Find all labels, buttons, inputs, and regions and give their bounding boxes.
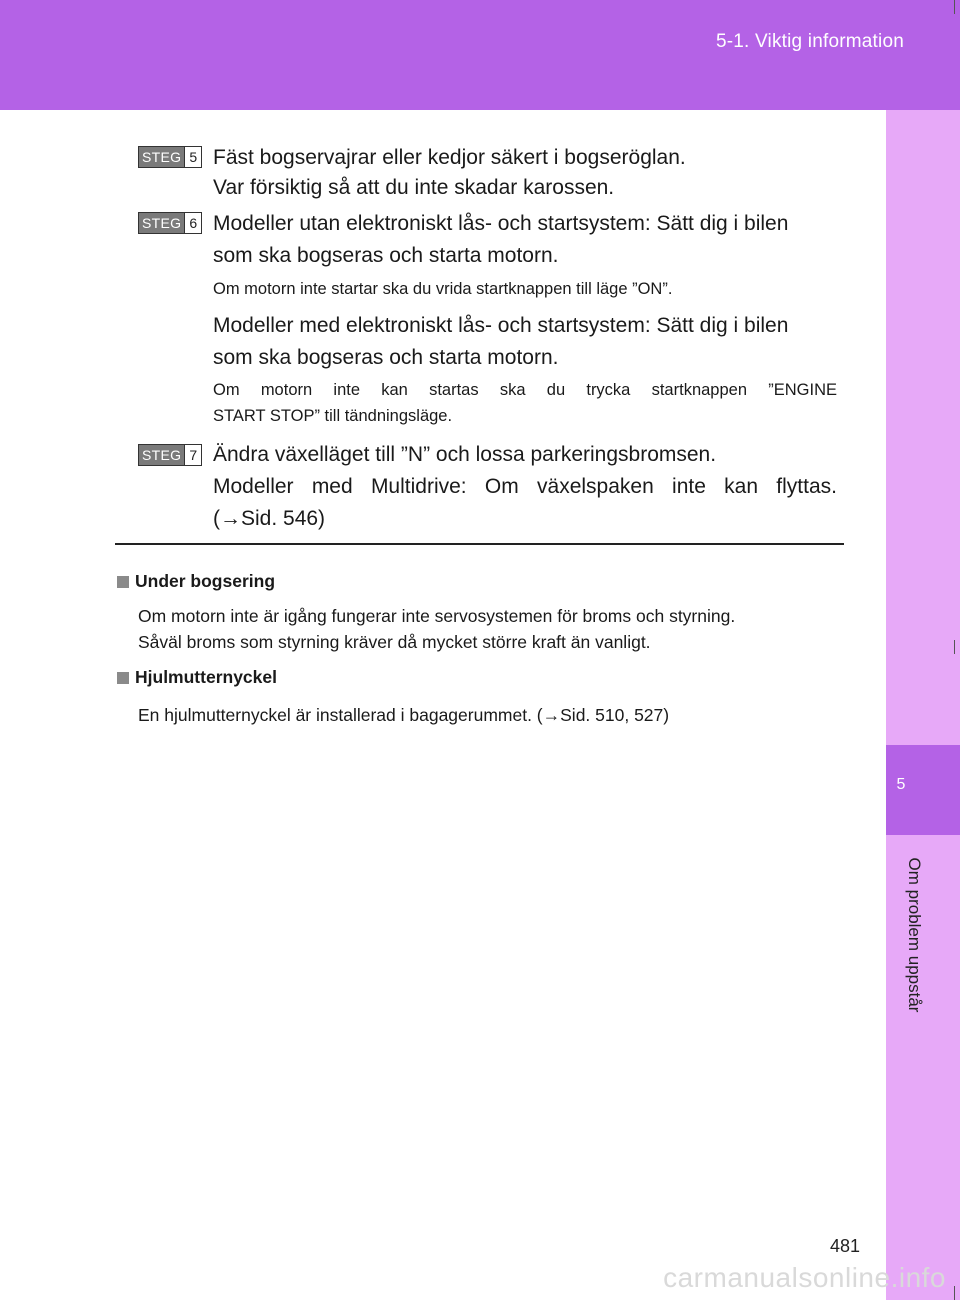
section-body-line: En hjulmutternyckel är installerad i bagagerummet. (→Sid. 510, 527) [138,705,670,725]
section-divider [115,543,844,545]
chapter-sidebar [886,110,960,1300]
step-text: som ska bogseras och starta motorn. [213,244,559,267]
step-badge-number: 7 [184,445,201,465]
chapter-number: 5 [896,776,906,793]
page-number: 481 [830,1236,861,1256]
step-badge-label: STEG [139,445,184,465]
step-text: Fäst bogservajrar eller kedjor säkert i bogseröglan. [213,146,686,169]
step-text: som ska bogseras och starta motorn. [213,346,559,369]
section-body-line: Såväl broms som styrning kräver då mycket större kraft än vanligt. [138,632,651,652]
step-badge [138,146,202,168]
section-body-line: Om motorn inte är igång fungerar inte servosystemen för broms och styrning. [138,606,736,626]
crop-mark [954,1286,955,1300]
step-note: Om motorn inte startar ska du vrida startknappen till läge ”ON”. [213,280,673,298]
section-body [138,702,838,728]
chapter-label: Om problem uppstår [905,857,924,1013]
page-header [0,0,960,110]
section-heading-text: Hjulmutternyckel [135,667,277,687]
section-body [138,603,838,655]
step-text: Modeller med elektroniskt lås- och startsystem: Sätt dig i bilen [213,314,789,337]
step-badge-number: 6 [184,213,201,233]
square-bullet-icon [117,672,129,684]
step-text: (→Sid. 546) [213,507,326,530]
square-bullet-icon [117,576,129,588]
crop-mark [954,640,955,654]
section-heading [117,571,275,592]
step-badge-label: STEG [139,147,184,167]
step-note: Om motorn inte kan startas ska du trycka startknappen ”ENGINE [213,381,837,399]
step-badge [138,444,202,466]
watermark: carmanualsonline.info [663,1262,946,1293]
step-badge-number: 5 [184,147,201,167]
section-title: 5-1. Viktig information [715,31,904,52]
section-heading [117,667,277,688]
step-text: Modeller utan elektroniskt lås- och startsystem: Sätt dig i bilen [213,212,789,235]
step-badge-label: STEG [139,213,184,233]
step-text: Var försiktig så att du inte skadar karossen. [213,176,615,199]
section-heading-text: Under bogsering [135,571,276,591]
step-text: Modeller med Multidrive: Om växelspaken inte kan flyttas. [213,475,837,498]
step-note: START STOP” till tändningsläge. [213,407,453,425]
step-badge [138,212,202,234]
step-text: Ändra växelläget till ”N” och lossa parkeringsbromsen. [213,443,717,466]
crop-mark [954,0,955,14]
